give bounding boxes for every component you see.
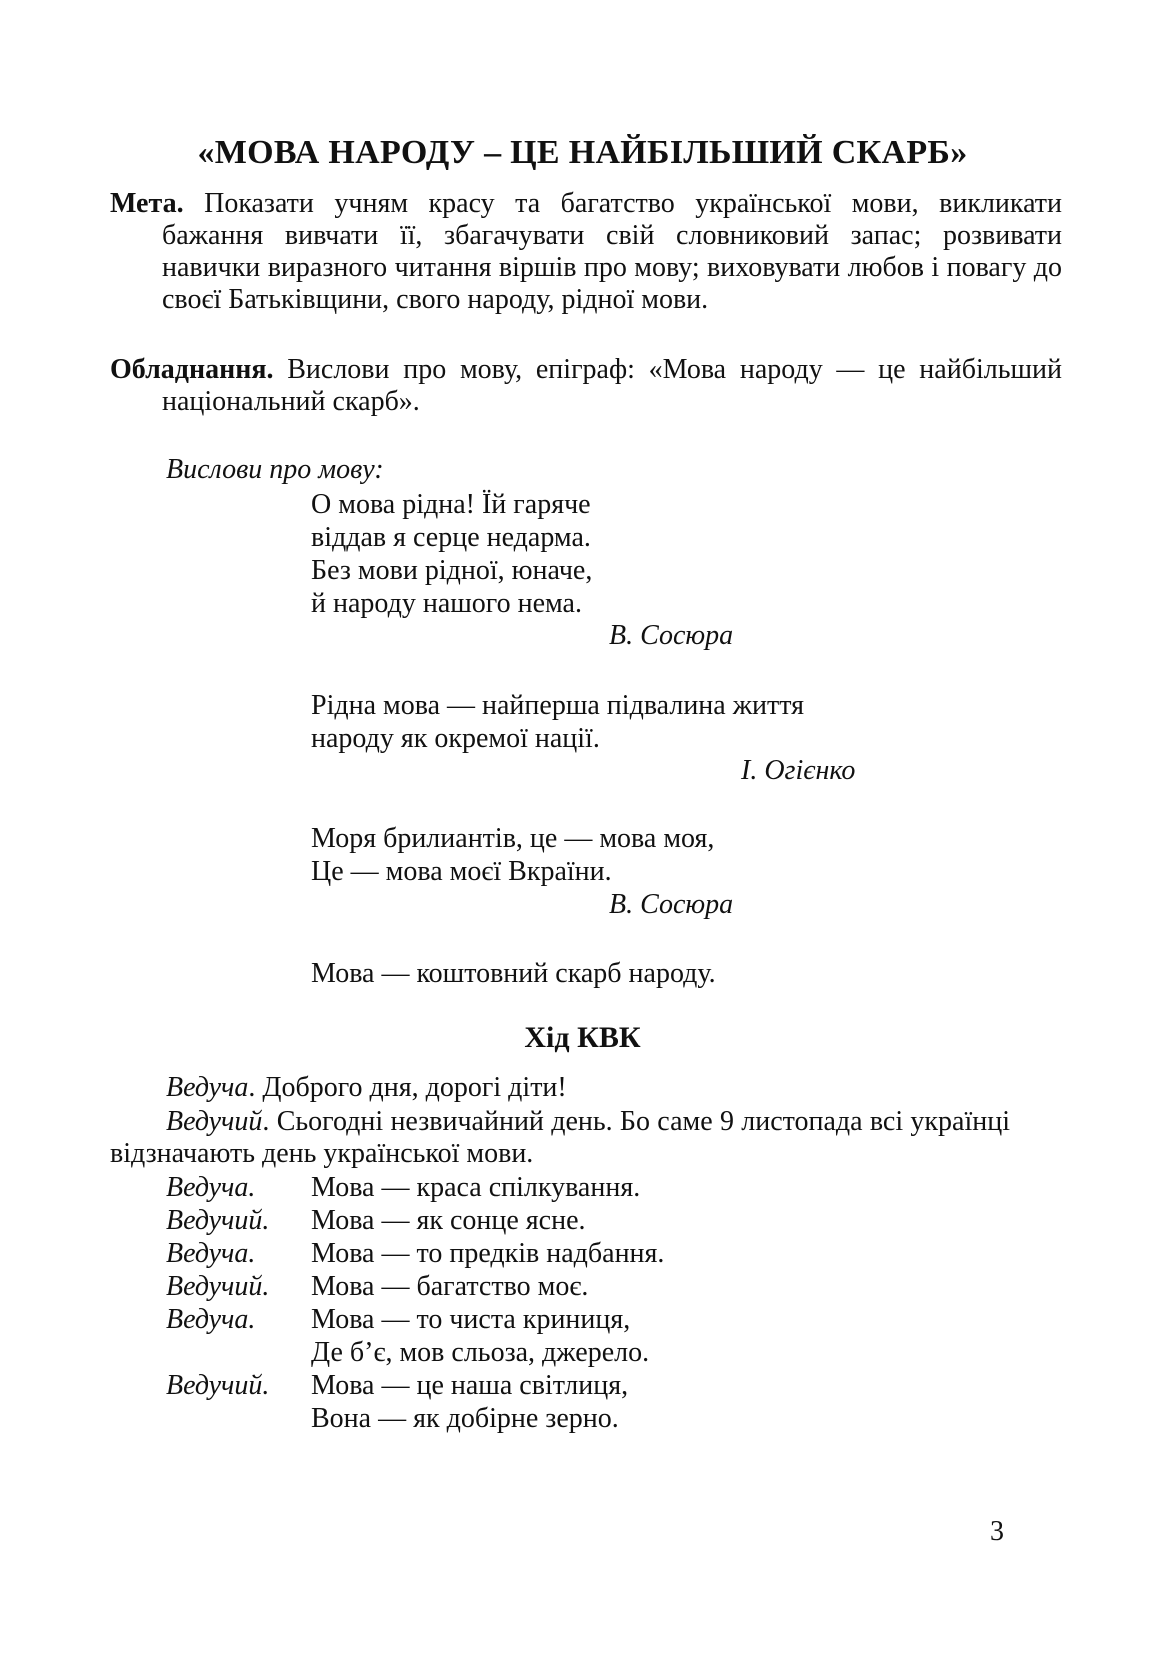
goal-paragraph	[110, 188, 1062, 316]
quote-line: Це — мова моєї Вкраїни.	[311, 856, 612, 887]
dialogue-line: Мова — то чиста криниця,	[311, 1304, 631, 1335]
speaker-label: Ведуча	[166, 1072, 249, 1103]
quote-line: Моря брилиантів, це — мова моя,	[311, 823, 715, 854]
intro-text: Доброго дня, дорогі діти!	[262, 1072, 567, 1103]
dialogue-line: Мова — багатство моє.	[311, 1271, 589, 1302]
intro-line: Ведуча. Доброго дня, дорогі діти!	[166, 1072, 567, 1103]
quote-line: народу як окремої нації.	[311, 723, 600, 754]
quote-line: Без мови рідної, юначе,	[311, 555, 593, 586]
speaker-label: Ведучий	[166, 1106, 263, 1137]
quote-line: й народу нашого нема.	[311, 588, 582, 619]
equipment-text: Вислови про мову, епіграф: «Мова народу — це найбільший національний скарб».	[162, 354, 1063, 417]
dialogue-line: Мова — то предків надбання.	[311, 1238, 665, 1269]
quote-line: Рідна мова — найперша підвалина життя	[311, 690, 805, 721]
dialogue-line: Мова — краса спілкування.	[311, 1172, 641, 1203]
intro-paragraph: Ведучий. Сьогодні незвичайний день. Бо саме 9 листопада всі українці відзначають день української мови.	[110, 1106, 1010, 1169]
quote-author: В. Сосюра	[609, 620, 734, 651]
speaker-label: Ведуча.	[166, 1238, 256, 1269]
page-number: 3	[990, 1516, 1004, 1547]
goal-label: Мета.	[110, 188, 184, 219]
intro-text: Сьогодні незвичайний день. Бо саме 9 листопада всі українці відзначають день української мови.	[110, 1106, 1010, 1169]
page-title: «МОВА НАРОДУ – ЦЕ НАЙБІЛЬШИЙ СКАРБ»	[197, 134, 968, 171]
speaker-label: Ведуча.	[166, 1304, 256, 1335]
quote-line: О мова рідна! Їй гаряче	[311, 489, 591, 520]
sayings-heading: Вислови про мову:	[166, 454, 384, 485]
equipment-paragraph	[110, 354, 1062, 418]
goal-text: Показати учням красу та багатство української мови, викликати бажання вивчати її, збагачувати свій словниковий запас; розвивати навички виразного читання віршів про мову; виховувати любов і повагу до своєї Батьківщини, свого народу, рідної мови.	[162, 188, 1063, 315]
speaker-label: Ведучий.	[166, 1370, 270, 1401]
quote-line: Мова — коштовний скарб народу.	[311, 958, 716, 989]
dialogue-line: Мова — як сонце ясне.	[311, 1205, 586, 1236]
quote-line: віддав я серце недарма.	[311, 522, 591, 553]
dialogue-line: Де б’є, мов сльоза, джерело.	[311, 1337, 650, 1368]
dialogue-line: Вона — як добірне зерно.	[311, 1403, 619, 1434]
speaker-label: Ведуча.	[166, 1172, 256, 1203]
equipment-label: Обладнання.	[110, 354, 274, 385]
speaker-label: Ведучий.	[166, 1271, 270, 1302]
speaker-label: Ведучий.	[166, 1205, 270, 1236]
quote-author: В. Сосюра	[609, 889, 734, 920]
section-heading: Хід КВК	[524, 1021, 641, 1054]
dialogue-line: Мова — це наша світлиця,	[311, 1370, 629, 1401]
quote-author: І. Огієнко	[741, 755, 856, 786]
